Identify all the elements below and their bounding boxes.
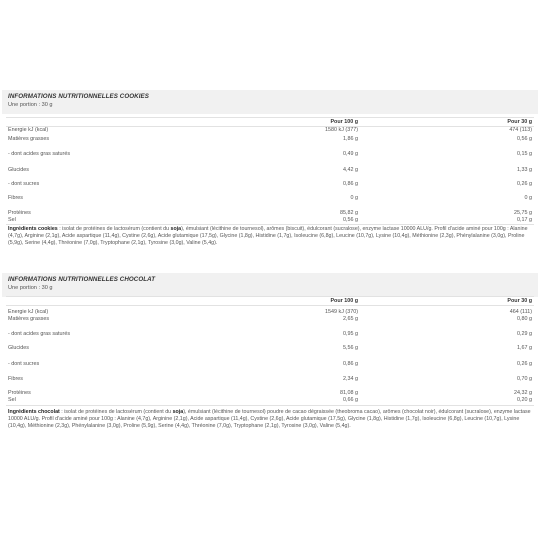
value-30g: 0,80 g — [517, 316, 532, 322]
row-label: Sel — [8, 397, 16, 403]
value-30g: 24,32 g — [514, 390, 532, 396]
ingredients-label: Ingrédients cookies — [8, 226, 58, 232]
divider — [6, 117, 534, 118]
chocolat-column-headers — [8, 298, 532, 305]
value-100g: 2,34 g — [343, 376, 358, 382]
value-30g: 0,26 g — [517, 361, 532, 367]
row-label: Protéines — [8, 210, 31, 216]
row-label: - dont sucres — [8, 181, 40, 187]
value-30g: 0,20 g — [517, 397, 532, 403]
value-100g: 0,49 g — [343, 151, 358, 157]
cookies-ingredients — [8, 226, 536, 248]
row-label: Glucides — [8, 167, 29, 173]
divider — [6, 405, 534, 406]
chocolat-header — [2, 273, 538, 297]
cookies-column-headers — [8, 119, 532, 126]
allergen-soja: soja — [170, 226, 182, 232]
ingredients-text: ), émulsiant (lécithine de tournesol), arômes (biscuit), édulcorant (sucralose), enzyme lactase 10000 ALU/g. Profil d'acide aminé pour 100g : Alanine (4,7g), Arginine (2,1g), Acide aspartique (11,4g), Cystine (2,6g), Acide glutamique (17,5g), Glycine (1,8g), Histidine (1,7g), Isoleucine (6,8g), Leucine (10,7g), Lysine (10,4g), Méthionine (2,3g), Phénylalanine (3,0g), Proline (5,9g), Serine (4,4g), Thréonine (7,0g), Tryptophane (2,1g), Tyrosine (3,0g), Valine (5,4g). — [8, 226, 528, 247]
row-label: Energie kJ (kcal) — [8, 309, 49, 315]
col-30g-header: Pour 30 g — [507, 119, 532, 125]
chocolat-ingredients — [8, 409, 536, 431]
value-100g: 2,65 g — [343, 316, 358, 322]
cookies-title: INFORMATIONS NUTRITIONNELLES COOKIES — [8, 93, 149, 100]
row-label: - dont acides gras saturés — [8, 151, 71, 157]
divider — [6, 305, 534, 306]
chocolat-title: INFORMATIONS NUTRITIONNELLES CHOCOLAT — [8, 276, 156, 283]
chocolat-nutrition-section — [0, 273, 540, 297]
value-30g: 0,17 g — [517, 217, 532, 223]
divider — [6, 126, 534, 127]
value-30g: 1,67 g — [517, 345, 532, 351]
allergen-soja: soja — [172, 409, 184, 415]
value-100g: 1549 kJ (370) — [325, 309, 358, 315]
value-30g: 0,26 g — [517, 181, 532, 187]
value-100g: 0,56 g — [343, 217, 358, 223]
value-30g: 25,75 g — [514, 210, 532, 216]
row-label: Matières grasses — [8, 136, 50, 142]
value-100g: 85,82 g — [340, 210, 358, 216]
value-100g: 1580 kJ (377) — [325, 127, 358, 133]
value-30g: 0,15 g — [517, 151, 532, 157]
ingredients-label: Ingrédients chocolat — [8, 409, 60, 415]
chocolat-table — [0, 298, 540, 305]
row-label: Matières grasses — [8, 316, 50, 322]
value-100g: 81,08 g — [340, 390, 358, 396]
row-label: Energie kJ (kcal) — [8, 127, 49, 133]
row-label: Fibres — [8, 376, 23, 382]
value-30g: 1,33 g — [517, 167, 532, 173]
value-100g: 4,42 g — [343, 167, 358, 173]
ingredients-text: : isolat de protéines de lactosérum (contient du — [57, 226, 171, 232]
value-100g: 0,66 g — [343, 397, 358, 403]
value-100g: 1,86 g — [343, 136, 358, 142]
value-100g: 0 g — [350, 195, 358, 201]
cookies-portion: Une portion : 30 g — [8, 102, 53, 108]
row-label: Sel — [8, 217, 16, 223]
value-100g: 0,95 g — [343, 331, 358, 337]
row-label: Protéines — [8, 390, 31, 396]
cookies-nutrition-section — [0, 90, 540, 114]
col-100g-header: Pour 100 g — [330, 298, 358, 304]
value-30g: 0,56 g — [517, 136, 532, 142]
value-100g: 0,86 g — [343, 361, 358, 367]
value-30g: 0 g — [524, 195, 532, 201]
row-label: Glucides — [8, 345, 29, 351]
value-100g: 0,86 g — [343, 181, 358, 187]
chocolat-portion: Une portion : 30 g — [8, 285, 53, 291]
row-label: - dont sucres — [8, 361, 40, 367]
row-label: Fibres — [8, 195, 23, 201]
cookies-table — [0, 119, 540, 126]
value-100g: 5,56 g — [343, 345, 358, 351]
col-30g-header: Pour 30 g — [507, 298, 532, 304]
cookies-header — [2, 90, 538, 114]
value-30g: 0,29 g — [517, 331, 532, 337]
row-label: - dont acides gras saturés — [8, 331, 71, 337]
value-30g: 464 (111) — [509, 309, 532, 315]
col-100g-header: Pour 100 g — [330, 119, 358, 125]
value-30g: 474 (113) — [509, 127, 532, 133]
ingredients-text: : isolat de protéines de lactosérum (contient du — [59, 409, 173, 415]
value-30g: 0,70 g — [517, 376, 532, 382]
ingredients-text: ), émulsiant (lécithine de tournesol) poudre de cacao dégraissée (theobroma cacao), arômes (chocolat noir), édulcorant (sucralose), enzyme lactase 10000 ALU/g. Profil d'acide aminé pour 100g : Alanine (4,7g), Arginine (2,1g), Acide aspartique (11,4g), Cystine (2,6g), Acide glutamique (17,5g), Glycine (1,8g), Histidine (1,7g), Isoleucine (6,8g), Leucine (10,7g), Lysine (10,4g), Méthionine (2,3g), Phénylalanine (3,0g), Proline (5,9g), Serine (4,4g), Thréonine (7,0g), Tryptophane (2,1g), Tyrosine (3,0g), Valine (5,4g). — [8, 409, 531, 430]
divider — [6, 296, 534, 297]
divider — [6, 224, 534, 225]
